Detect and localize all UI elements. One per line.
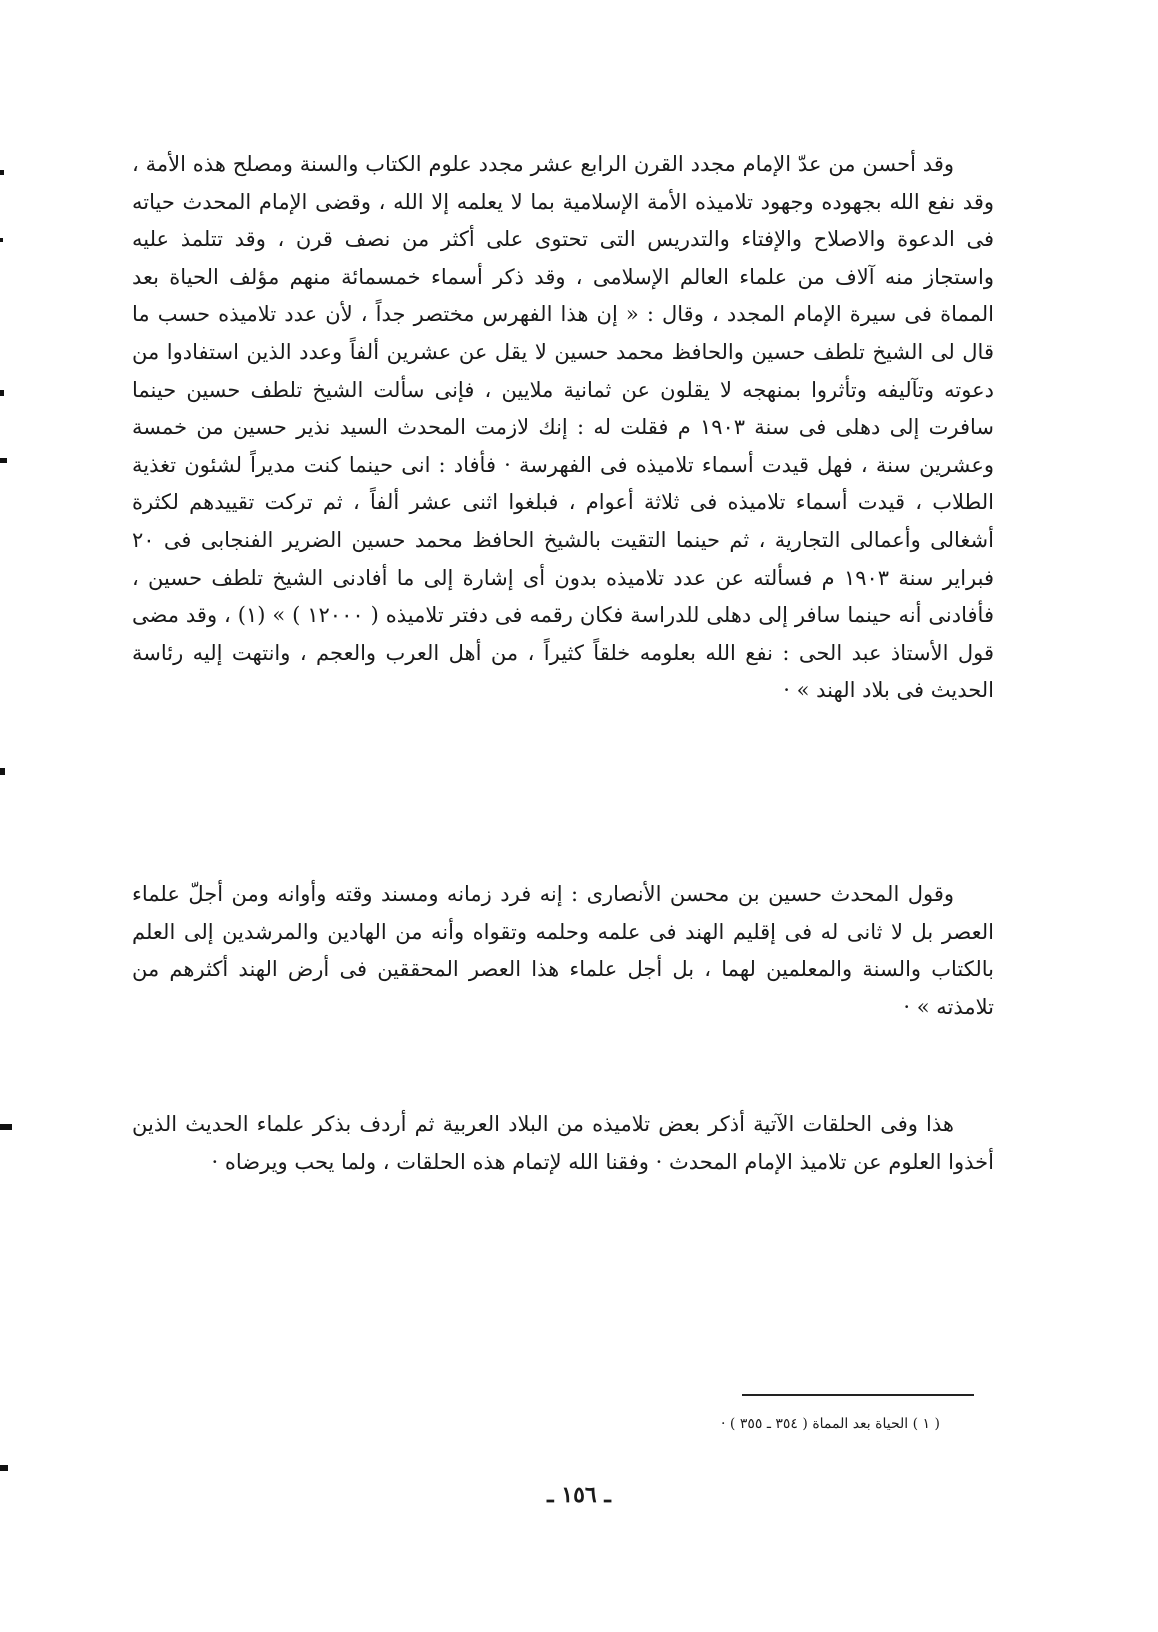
paragraph-3: هذا وفى الحلقات الآتية أذكر بعض تلاميذه من البلاد العربية ثم أردف بذكر علماء الحديث الذين أخذوا العلوم عن تلاميذ الإمام المحدث · وفقنا الله لإتمام هذه الحلقات ، ولما يحب ويرضاه · — [132, 1112, 994, 1174]
scan-mark — [0, 390, 4, 396]
scan-mark — [0, 1124, 12, 1130]
scan-mark — [0, 458, 7, 463]
page-number: ـ ١٥٦ ـ — [547, 1482, 611, 1508]
paragraph-1: وقد أحسن من عدّ الإمام مجدد القرن الرابع عشر مجدد علوم الكتاب والسنة ومصلح هذه الأمة ، وقد نفع الله بجهوده وجهود تلاميذه الأمة الإسلامية بما لا يعلمه إلا الله ، وقضى الإمام المحدث حياته فى الدعوة والاصلاح والإفتاء والتدريس التى تحتوى على أكثر من نصف قرن ، وقد تتلمذ عليه واستجاز منه آلاف من علماء العالم الإسلامى ، وقد ذكر أسماء خمسمائة منهم مؤلف الحياة بعد المماة فى سيرة الإمام المجدد ، وقال : « إن هذا الفهرس مختصر جداً ، لأن عدد تلاميذه حسب ما قال لى الشيخ تلطف حسين والحافظ محمد حسين لا يقل عن عشرين ألفاً وعدد الذين استفادوا من دعوته وتآليفه وتأثروا بمنهجه لا يقلون عن ثمانية ملايين ، فإنى سألت الشيخ تلطف حسين حينما سافرت إلى دهلى فى سنة ١٩٠٣ م فقلت له : إنك لازمت المحدث السيد نذير حسين من خمسة وعشرين سنة ، فهل قيدت أسماء تلاميذه فى الفهرسة · فأفاد : انى حينما كنت مديراً لشئون تغذية الطلاب ، قيدت أسماء تلاميذه فى ثلاثة أعوام ، فبلغوا اثنى عشر ألفاً ، ثم تركت تقييدهم لكثرة أشغالى وأعمالى التجارية ، ثم حينما التقيت بالشيخ الحافظ محمد حسين الضرير الفنجابى فى ٢٠ فبراير سنة ١٩٠٣ م فسألته عن عدد تلاميذه بدون أى إشارة إلى ما أفادنى الشيخ تلطف حسين ، فأفادنى أنه حينما سافر إلى دهلى للدراسة فكان رقمه فى دفتر تلاميذه ( ١٢٠٠٠ ) » (١) ، وقد مضى قول الأستاذ عبد الحى : نفع الله بعلومه خلقاً كثيراً ، من أهل العرب والعجم ، وانتهت إليه رئاسة الحديث فى بلاد الهند » · — [132, 152, 995, 703]
scan-mark — [0, 238, 3, 242]
footnote: ( ١ ) الحياة بعد المماة ( ٣٥٤ ـ ٣٥٥ ) · — [721, 1416, 940, 1432]
paragraph-2: وقول المحدث حسين بن محسن الأنصارى : إنه فرد زمانه ومسند وقته وأوانه ومن أجلّ علماء العصر بل لا ثانى له فى إقليم الهند فى علمه وحلمه وتقواه وأنه من الهادين والمرشدين إلى العلم بالكتاب والسنة والمعلمين لهما ، بل أجل علماء هذا العصر المحققين فى أرض الهند أكثرهم من تلامذته » · — [132, 882, 994, 1019]
scan-mark — [0, 170, 4, 175]
footnote-separator — [742, 1394, 974, 1396]
scan-mark — [0, 768, 5, 775]
scan-mark — [0, 1465, 8, 1471]
